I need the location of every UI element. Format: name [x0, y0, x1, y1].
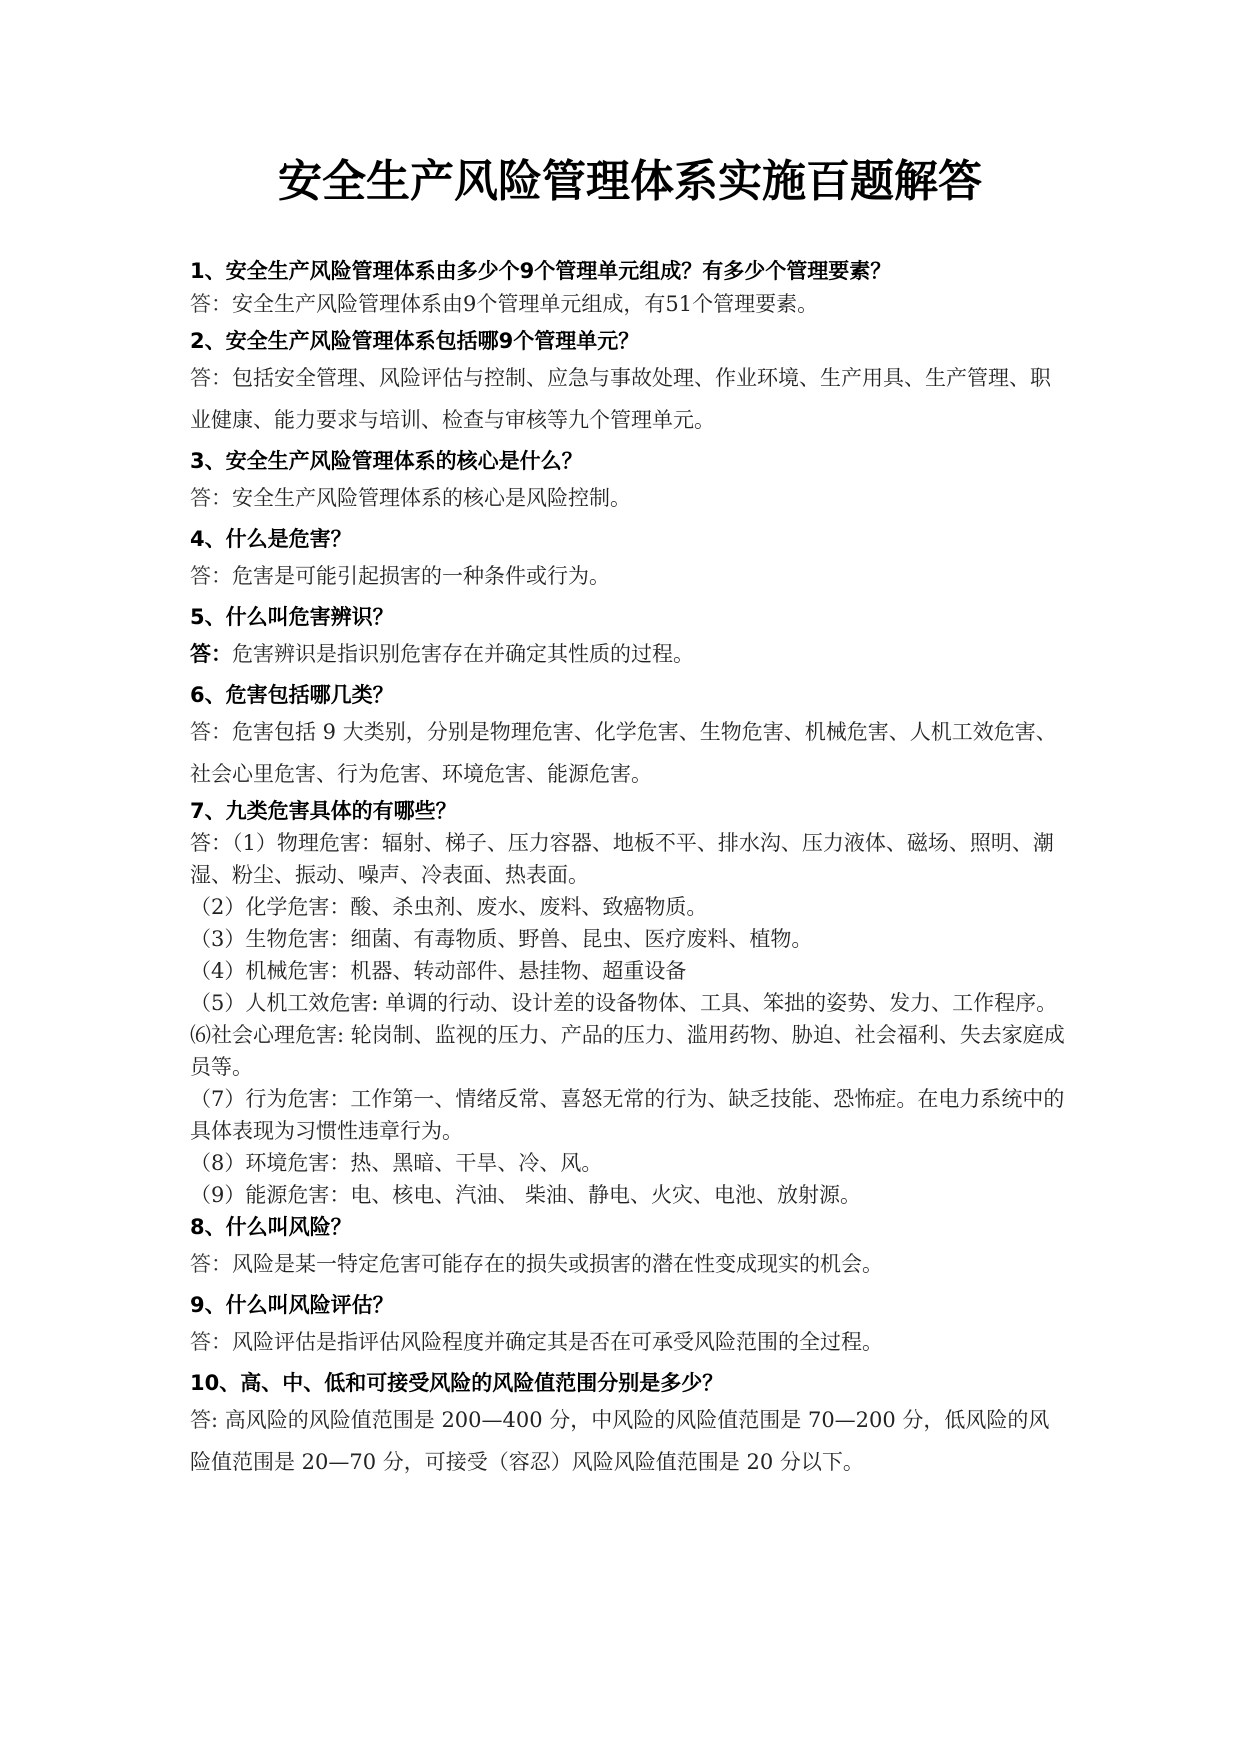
- answer-5: [190, 633, 1070, 675]
- answer-7: [190, 827, 1070, 1211]
- answer-sub-item: （4）机械危害：机器、转动部件、悬挂物、超重设备: [190, 959, 687, 983]
- answer-prefix: 答：: [190, 1252, 232, 1276]
- answer-9: [190, 1321, 1070, 1363]
- question-3: 3、安全生产风险管理体系的核心是什么？: [190, 449, 583, 473]
- answer-sub-item: ⑹社会心理危害: 轮岗制、监视的压力、产品的压力、滥用药物、胁迫、社会福利、失去家庭成员等。: [190, 1023, 1065, 1079]
- answer-prefix: 答：: [190, 720, 232, 744]
- question-4: 4、什么是危害？: [190, 527, 352, 551]
- question-9: 9、什么叫风险评估？: [190, 1293, 394, 1317]
- question-6: 6、危害包括哪几类？: [190, 683, 394, 707]
- answer-sub-item: （8）环境危害：热、黑暗、干旱、冷、风。: [190, 1151, 603, 1175]
- answer-prefix: 答：: [190, 641, 232, 666]
- answer-10: [190, 1399, 1070, 1483]
- document-title: 安全生产风险管理体系实施百题解答: [278, 156, 982, 207]
- answer-8: [190, 1243, 1070, 1285]
- answer-text: 包括安全管理、风险评估与控制、应急与事故处理、作业环境、生产用具、生产管理、职业健康、能力要求与培训、检查与审核等九个管理单元。: [190, 366, 1051, 432]
- question-7: 7、九类危害具体的有哪些？: [190, 799, 457, 823]
- qa-list: [190, 255, 1070, 1483]
- answer-text: 危害是可能引起损害的一种条件或行为。: [232, 564, 610, 588]
- answer-prefix: 答：: [190, 366, 232, 390]
- answer-sub-item: （7）行为危害：工作第一、情绪反常、喜怒无常的行为、缺乏技能、恐怖症。在电力系统中的具体表现为习惯性违章行为。: [190, 1087, 1065, 1143]
- answer-2: [190, 357, 1070, 441]
- answer-prefix: 答：: [190, 831, 232, 855]
- answer-text: 风险评估是指评估风险程度并确定其是否在可承受风险范围的全过程。: [232, 1330, 883, 1354]
- question-5: 5、什么叫危害辨识？: [190, 605, 394, 629]
- answer-prefix: 答：: [190, 486, 232, 510]
- answer-4: [190, 555, 1070, 597]
- question-2: 2、安全生产风险管理体系包括哪9个管理单元？: [190, 329, 640, 353]
- question-10: 10、高、中、低和可接受风险的风险值范围分别是多少？: [190, 1371, 724, 1395]
- answer-prefix: 答：: [190, 564, 232, 588]
- answer-text: 安全生产风险管理体系的核心是风险控制。: [232, 486, 631, 510]
- answer-prefix: 答：: [190, 1330, 232, 1354]
- answer-sub-item: （5）人机工效危害: 单调的行动、设计差的设备物体、工具、笨拙的姿势、发力、工作程序。: [190, 991, 1058, 1015]
- answer-sub-item: （2）化学危害：酸、杀虫剂、废水、废料、致癌物质。: [190, 895, 708, 919]
- answer-prefix: 答:: [190, 1408, 225, 1432]
- answer-text: 危害辨识是指识别危害存在并确定其性质的过程。: [232, 642, 694, 666]
- answer-6: [190, 711, 1070, 795]
- answer-text: 安全生产风险管理体系由9个管理单元组成，有51个管理要素。: [232, 292, 819, 316]
- answer-text: 高风险的风险值范围是 200—400 分，中风险的风险值范围是 70—200 分，低风险的风险值范围是 20—70 分，可接受（容忍）风险风险值范围是 20 分以下。: [190, 1408, 1050, 1474]
- answer-3: [190, 477, 1070, 519]
- answer-sub-item: （3）生物危害：细菌、有毒物质、野兽、昆虫、医疗废料、植物。: [190, 927, 813, 951]
- question-8: 8、什么叫风险？: [190, 1215, 352, 1239]
- answer-1: [190, 287, 1070, 321]
- answer-sub-item: 答：（1）物理危害：辐射、梯子、压力容器、地板不平、排水沟、压力液体、磁场、照明、潮湿、粉尘、振动、噪声、冷表面、热表面。: [190, 831, 1054, 887]
- answer-prefix: 答：: [190, 292, 232, 316]
- answer-text: 风险是某一特定危害可能存在的损失或损害的潜在性变成现实的机会。: [232, 1252, 883, 1276]
- answer-text: 危害包括 9 大类别，分别是物理危害、化学危害、生物危害、机械危害、人机工效危害、社会心里危害、行为危害、环境危害、能源危害。: [190, 720, 1057, 786]
- question-1: 1、安全生产风险管理体系由多少个9个管理单元组成？有多少个管理要素？: [190, 259, 892, 283]
- answer-sub-item: （9）能源危害：电、核电、汽油、 柴油、静电、火灾、电池、放射源。: [190, 1183, 862, 1207]
